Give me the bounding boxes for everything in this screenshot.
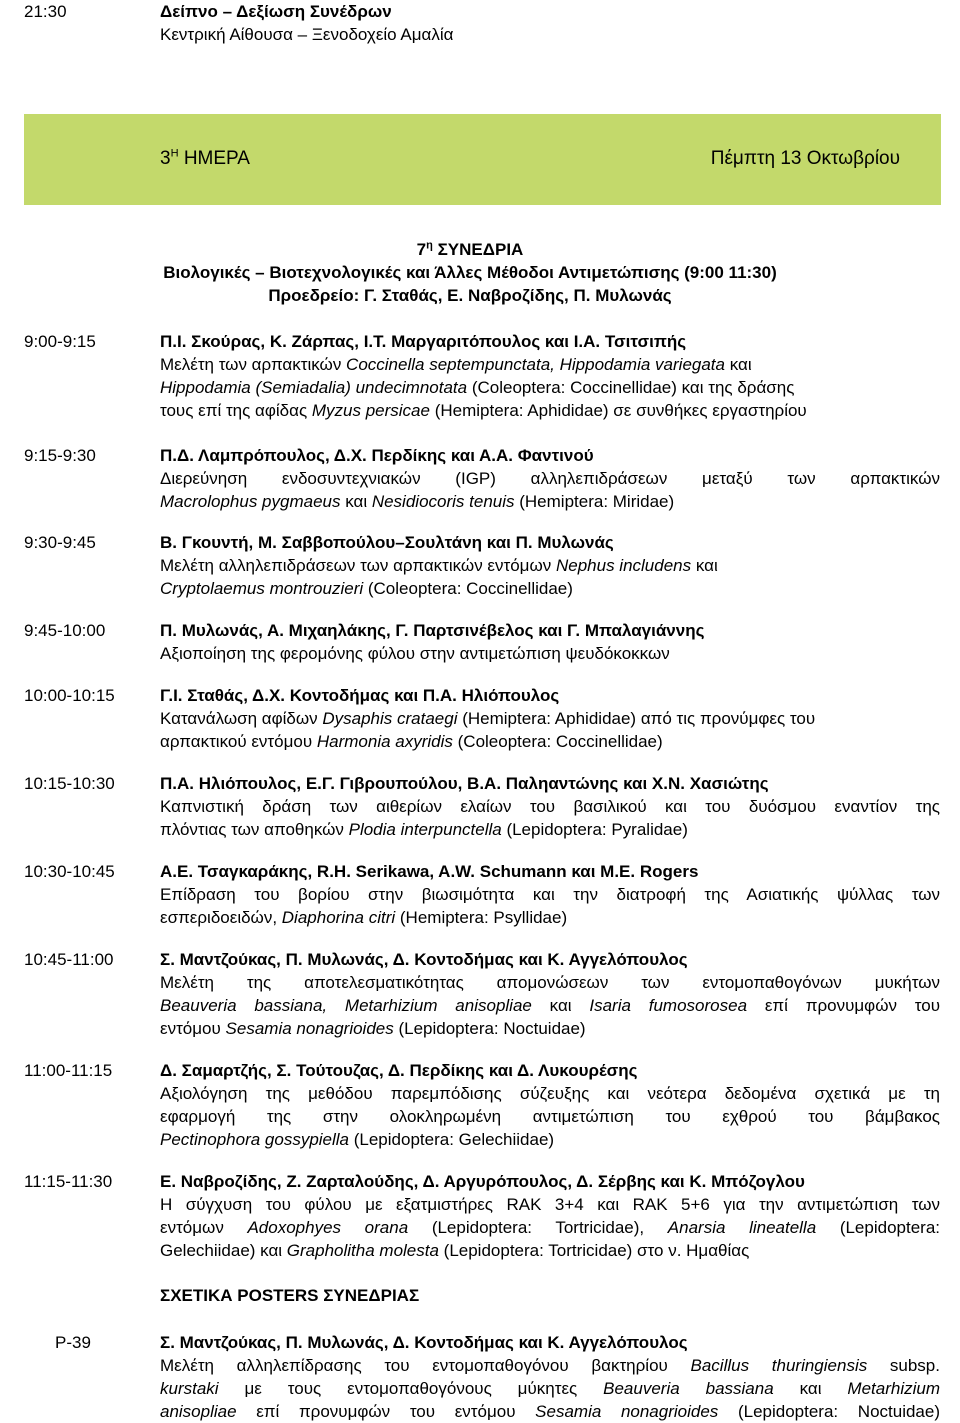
session-number-sup: η — [426, 239, 433, 252]
day-number-sup: Η — [170, 147, 179, 160]
title-text: αρπακτικού εντόμου — [160, 732, 317, 751]
title-text: (Hemiptera: Aphididae) σε συνθήκες εργαστηρίου — [429, 401, 807, 420]
title-text: Επίδραση του βορίου στην βιωσιμότητα και την διατροφή της Ασιατικής ψύλλας των — [160, 885, 940, 904]
day-word: ΗΜΕΡΑ — [183, 148, 250, 169]
talk-authors: Σ. Μαντζούκας, Π. Μυλωνάς, Δ. Κοντοδήμας και Κ. Αγγελόπουλος — [160, 950, 688, 969]
talk-time: 10:15-10:30 — [24, 774, 115, 793]
title-text: Διερεύνηση ενδοσυντεχνιακών (IGP) αλληλεπιδράσεων μεταξύ των αρπακτικών — [160, 469, 940, 488]
dinner-time: 21:30 — [24, 2, 67, 21]
day-date: Πέμπτη 13 Οκτωβρίου — [710, 148, 900, 169]
species-name: Nesidiocoris tenuis — [371, 492, 515, 511]
title-text: (Hemiptera: Aphididae) από τις προνύμφες του — [457, 709, 816, 728]
title-text: με τους εντομοπαθογόνους μύκητες — [218, 1379, 604, 1398]
talk-title-line — [160, 1128, 940, 1151]
day-number: 3 — [160, 148, 171, 169]
talk-authors: Π. Μυλωνάς, Α. Μιχαηλάκης, Γ. Παρτσινέβελος και Γ. Μπαλαγιάννης — [160, 621, 705, 640]
species-name: Beauveria bassiana, Metarhizium anisopliae — [160, 996, 532, 1015]
talk-title-line — [160, 353, 940, 376]
talk-title-line — [160, 906, 940, 929]
title-text: Αξιοποίηση της φερομόνης φύλου στην αντιμετώπιση ψευδόκοκκων — [160, 644, 670, 663]
title-text: Η σύγχυση του φύλου με εξατμιστήρες RAK 3+4 και RAK 5+6 για την αντιμετώπιση των — [160, 1195, 940, 1214]
poster-title-line — [160, 1377, 940, 1400]
talk-authors: Γ.Ι. Σταθάς, Δ.Χ. Κοντοδήμας και Π.Α. Ηλιόπουλος — [160, 686, 560, 705]
talk-title-line — [160, 642, 940, 665]
species-name: Harmonia axyridis — [316, 732, 453, 751]
dinner-location: Κεντρική Αίθουσα – Ξενοδοχείο Αμαλία — [160, 25, 454, 44]
posters-heading: ΣΧΕΤΙΚΑ POSTERS ΣΥΝΕΔΡΙΑΣ — [160, 1286, 420, 1305]
talk-time: 9:15-9:30 — [24, 446, 96, 465]
talk-authors: Β. Γκουντή, Μ. Σαββοπούλου–Σουλτάνη και Π. Μυλωνάς — [160, 533, 614, 552]
title-text: Μελέτη αλληλεπιδράσεων των αρπακτικών εντόμων — [160, 556, 556, 575]
talk-title-line — [160, 1239, 940, 1262]
title-text: Καπνιστική δράση των αιθερίων ελαίων του βασιλικού και του δυόσμου εναντίον της — [160, 797, 940, 816]
title-text: (Lepidoptera: Gelechiidae) — [349, 1130, 555, 1149]
title-text: (Lepidoptera: — [816, 1218, 940, 1237]
talk-title-line — [160, 971, 940, 994]
title-text: Gelechiidae) και — [160, 1241, 287, 1260]
talk-title-line — [160, 883, 940, 906]
title-text: Μελέτη των αρπακτικών — [160, 355, 347, 374]
talk-title-line — [160, 1082, 940, 1105]
species-name: Dysaphis crataegi — [322, 709, 458, 728]
title-text: και — [340, 492, 372, 511]
title-text: εσπεριδοειδών, — [160, 908, 282, 927]
talk-authors: Π.Δ. Λαμπρόπουλος, Δ.Χ. Περδίκης και Α.Α. Φαντινού — [160, 446, 594, 465]
title-text: Κατανάλωση αφίδων — [160, 709, 323, 728]
talk-authors: Ε. Ναβροζίδης, Ζ. Ζαρταλούδης, Δ. Αργυρόπουλος, Δ. Σέρβης και Κ. Μπόζογλου — [160, 1172, 805, 1191]
talk-authors: Π.Α. Ηλιόπουλος, Ε.Γ. Γιβρουπούλου, Β.Α. Παληαντώνης και Χ.Ν. Χασιώτης — [160, 774, 769, 793]
title-text: επί προνυμφών του εντόμου — [236, 1402, 536, 1421]
title-text: (Lepidoptera: Pyralidae) — [501, 820, 688, 839]
talk-title-line — [160, 1216, 940, 1239]
species-name: Sesamia nonagrioides — [225, 1019, 394, 1038]
title-text: (Coleoptera: Coccinellidae) και της δράσης — [467, 378, 795, 397]
talk-title-line — [160, 1105, 940, 1128]
talk-time: 11:15-11:30 — [24, 1172, 113, 1191]
species-name: Nephus includens — [555, 556, 692, 575]
poster-title-line — [160, 1354, 940, 1377]
title-text: τους επί της αφίδας — [160, 401, 312, 420]
title-text: subsp. — [867, 1356, 940, 1375]
title-text: (Lepidoptera: Noctuidae) — [393, 1019, 586, 1038]
day-label — [160, 146, 250, 172]
talk-time: 11:00-11:15 — [24, 1061, 113, 1080]
species-name: Sesamia nonagrioides — [535, 1402, 719, 1421]
species-name: Bacillus thuringiensis — [690, 1356, 868, 1375]
species-name: Diaphorina citri — [281, 908, 396, 927]
title-text: (Coleoptera: Coccinellidae) — [452, 732, 663, 751]
title-text: εφαρμογή της στην ολοκληρωμένη αντιμετώπιση του εχθρού του βάμβακος — [160, 1107, 940, 1126]
title-text: (Lepidoptera: Tortricidae), — [408, 1218, 668, 1237]
title-text: και — [531, 996, 590, 1015]
talk-time: 10:45-11:00 — [24, 950, 114, 969]
talk-time: 9:00-9:15 — [24, 332, 96, 351]
talk-time: 9:30-9:45 — [24, 533, 96, 552]
talk-title-line — [160, 490, 940, 513]
talk-title-line — [160, 577, 940, 600]
talk-authors: Α.Ε. Τσαγκαράκης, R.H. Serikawa, A.W. Schumann και M.E. Rogers — [160, 862, 699, 881]
dinner-title: Δείπνο – Δεξίωση Συνέδρων — [160, 2, 392, 21]
talk-title-line — [160, 707, 940, 730]
talk-title-line — [160, 730, 940, 753]
talk-authors: Π.Ι. Σκούρας, Κ. Ζάρπας, Ι.Τ. Μαργαριτόπουλος και Ι.Α. Τσιτσιπής — [160, 332, 687, 351]
species-name: anisopliae — [160, 1402, 237, 1421]
title-text: (Coleoptera: Coccinellidae) — [363, 579, 573, 598]
title-text: Μελέτη αλληλεπίδρασης του εντομοπαθογόνου βακτηρίου — [160, 1356, 691, 1375]
talk-title-line — [160, 467, 940, 490]
talk-title-line — [160, 376, 940, 399]
talk-title-line — [160, 818, 940, 841]
title-text: (Lepidoptera: Tortricidae) στο ν. Ημαθίας — [438, 1241, 750, 1260]
title-text: και — [773, 1379, 848, 1398]
session-number: 7 — [416, 240, 427, 259]
poster-time: P-39 — [55, 1333, 91, 1352]
title-text: και — [691, 556, 718, 575]
title-text: (Lepidoptera: Noctuidae) — [718, 1402, 941, 1421]
talk-time: 10:00-10:15 — [24, 686, 115, 705]
title-text: πλόντιας των αποθηκών — [160, 820, 349, 839]
species-name: Hippodamia (Semiadalia) undecimnotata — [160, 378, 468, 397]
session-heading — [160, 238, 780, 261]
species-name: Beauveria bassiana — [603, 1379, 774, 1398]
species-name: Macrolophus pygmaeus — [160, 492, 341, 511]
poster-authors: Σ. Μαντζούκας, Π. Μυλωνάς, Δ. Κοντοδήμας και Κ. Αγγελόπουλος — [160, 1333, 688, 1352]
session-subtitle: Βιολογικές – Βιοτεχνολογικές και Άλλες Μέθοδοι Αντιμετώπισης (9:00 11:30) — [163, 263, 777, 282]
species-name: Pectinophora gossypiella — [160, 1130, 350, 1149]
species-name: Adoxophyes orana — [247, 1218, 409, 1237]
title-text: (Hemiptera: Psyllidae) — [395, 908, 568, 927]
species-name: Plodia interpunctella — [348, 820, 502, 839]
talk-title-line — [160, 554, 940, 577]
title-text: και — [725, 355, 752, 374]
session-title: ΣΥΝΕΔΡΙΑ — [437, 240, 524, 259]
poster-title-line — [160, 1400, 940, 1423]
session-chairs: Προεδρείο: Γ. Σταθάς, Ε. Ναβροζίδης, Π. Μυλωνάς — [268, 286, 672, 305]
species-name: Myzus persicae — [311, 401, 430, 420]
species-name: Coccinella septempunctata, Hippodamia variegata — [346, 355, 725, 374]
species-name: Anarsia lineatella — [667, 1218, 817, 1237]
title-text: εντόμων — [160, 1218, 248, 1237]
talk-authors: Δ. Σαμαρτζής, Σ. Τούτουζας, Δ. Περδίκης και Δ. Λυκουρέσης — [160, 1061, 638, 1080]
talk-title-line — [160, 399, 940, 422]
species-name: kurstaki — [160, 1379, 219, 1398]
species-name: Metarhizium — [847, 1379, 940, 1398]
title-text: εντόμου — [160, 1019, 226, 1038]
species-name: Cryptolaemus montrouzieri — [160, 579, 364, 598]
talk-title-line — [160, 1193, 940, 1216]
species-name: Isaria fumosorosea — [589, 996, 748, 1015]
talk-time: 9:45-10:00 — [24, 621, 106, 640]
talk-title-line — [160, 795, 940, 818]
species-name: Grapholitha molesta — [286, 1241, 439, 1260]
title-text: (Hemiptera: Miridae) — [514, 492, 675, 511]
title-text: επί προνυμφών του — [747, 996, 940, 1015]
talk-title-line — [160, 1017, 940, 1040]
title-text: Μελέτη της αποτελεσματικότητας απομονώσεων των εντομοπαθογόνων μυκήτων — [160, 973, 940, 992]
talk-time: 10:30-10:45 — [24, 862, 115, 881]
title-text: Αξιολόγηση της μεθόδου παρεμπόδισης σύζευξης και νεότερα δεδομένα σχετικά με τη — [160, 1084, 940, 1103]
talk-title-line — [160, 994, 940, 1017]
